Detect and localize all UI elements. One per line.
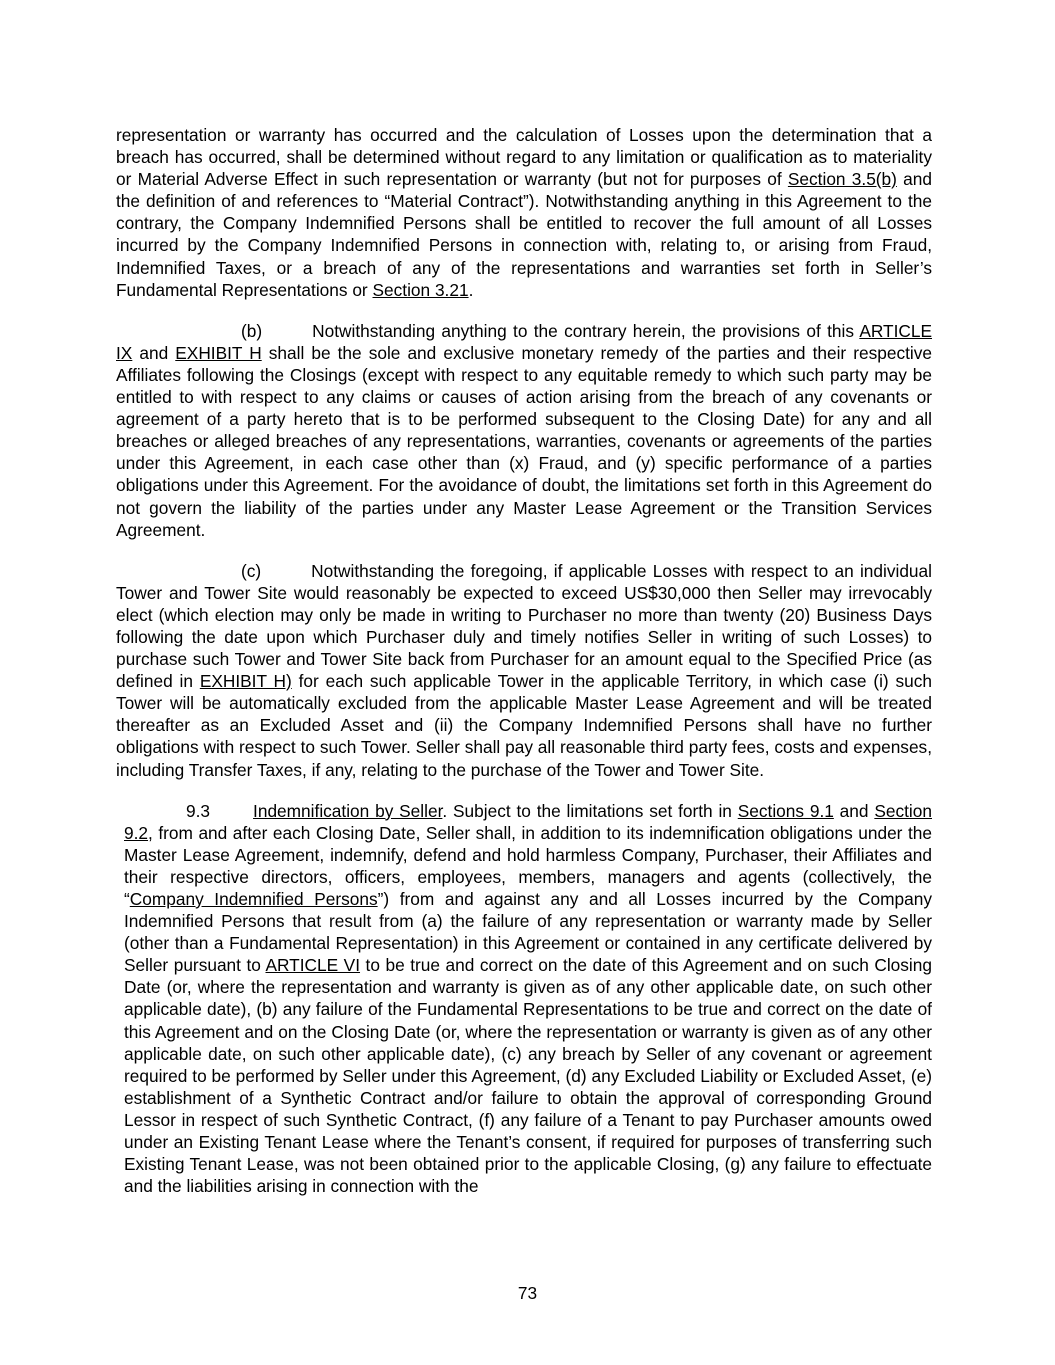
clause-label: (b)	[241, 320, 263, 341]
cross-reference-link[interactable]: ARTICLE VI	[265, 955, 361, 976]
section-heading: Indemnification by Seller	[253, 800, 443, 821]
text-run: to be true and correct on the date of this Agreement and on such Closing Date (or, where the representation and warranty is given as of any other applicable date, on such other applicable date), (b) any failure of the Fundamental Representations to be true and correct on the date of this Agreement and on the Closing Date (or, where the representation or warranty is given as of any other applicable date, on such other applicable date), (c) any breach by Seller of any covenant or agreement required to be performed by Seller under this Agreement, (d) any Excluded Liability or Excluded Asset, (e) establishment of a Synthetic Contract and/or failure to obtain the approval of corresponding Ground Lessor in respect of such Synthetic Contract, (f) any failure of a Tenant to pay Purchaser amounts owed under an Existing Tenant Lease where the Tenant’s consent, if required for purposes of transferring such Existing Tenant Lease, was not been obtained prior to the applicable Closing, (g) any failure to effectuate and the liabilities arising in connection with the	[124, 955, 932, 1197]
text-run: and	[833, 800, 875, 821]
text-run: representation or warranty has occurred and the calculation of Losses upon the determination that a breach has occurred, shall be determined without regard to any limitation or qualification as to materiality or Material Adverse Effect in such representation or warranty (but not for purposes of	[116, 125, 932, 190]
text-run: for each such applicable Tower in the applicable Territory, in which case (i) such Tower will be automatically excluded from the applicable Master Lease Agreement and will be treated thereafter as an Excluded Asset and (ii) the Company Indemnified Persons shall have no further obligations with respect to such Tower. Seller shall pay all reasonable third party fees, costs and expenses, including Transfer Taxes, if any, relating to the purchase of the Tower and Tower Site.	[116, 671, 932, 780]
text-run: , from and after each Closing Date, Seller shall, in addition to its indemnification obligations under the Master Lease Agreement, indemnify, defend and hold harmless Company, Purchaser, their Affiliates and their respective directors, officers, employees, members, managers and agents (collectively, the “	[124, 822, 932, 909]
defined-term: Company Indemnified Persons	[129, 889, 378, 909]
text-run: ”) from and against any and all Losses incurred by the Company Indemnified Persons that result from (a) the failure of any representation or warranty made by Seller (other than a Fundamental Representation) in this Agreement or contained in any certificate delivered by Seller pursuant to	[124, 889, 932, 976]
page-number: 73	[517, 1283, 538, 1303]
cross-reference-link[interactable]: EXHIBIT H)	[199, 671, 292, 692]
paragraph-9-2-c	[116, 560, 932, 781]
text-run: Notwithstanding the foregoing, if applicable Losses with respect to an individual Tower and Tower Site would reasonably be expected to exceed US$30,000 then Seller may irrevocably elect (which election may only be made in writing to Purchaser no more than twenty (20) Business Days following the date upon which Purchaser duly and timely notifies Seller in writing of such Losses) to purchase such Tower and Tower Site back from Purchaser for an amount equal to the Specified Price (as defined in	[116, 560, 932, 692]
text-run: .	[468, 279, 474, 300]
text-run: . Subject to the limitations set forth in	[442, 800, 738, 821]
cross-reference-link[interactable]: EXHIBIT H	[175, 342, 262, 363]
section-number: 9.3	[186, 800, 211, 821]
text-run: Notwithstanding anything to the contrary herein, the provisions of this	[312, 320, 860, 341]
cross-reference-link[interactable]: ARTICLE IX	[116, 320, 932, 363]
cross-reference-link[interactable]: Section 3.5(b)	[787, 169, 897, 190]
section-9-3	[124, 800, 932, 1198]
text-run: shall be the sole and exclusive monetary remedy of the parties and their respective Affiliates following the Closings (except with respect to any equitable remedy to which such party may be entitled to with respect to any claims or causes of action arising from the breach of any covenants or agreement of a party hereto that is to be performed subsequent to the Closing Date) for any and all breaches or alleged breaches of any representations, warranties, covenants or agreements of the parties under this Agreement, in each case other than (x) Fraud, and (y) specific performance of a parties obligations under this Agreement. For the avoidance of doubt, the limitations set forth in this Agreement do not govern the liability of the parties under any Master Lease Agreement or the Transition Services Agreement.	[116, 342, 932, 540]
cross-reference-link[interactable]: Sections 9.1	[737, 800, 834, 821]
clause-label: (c)	[241, 560, 262, 581]
document-page	[116, 124, 932, 1216]
paragraph-9-2-b	[116, 320, 932, 541]
paragraph-continuation	[116, 124, 932, 301]
cross-reference-link[interactable]: Section 3.21	[372, 279, 469, 300]
text-run: and	[132, 342, 176, 363]
text-run: and the definition of and references to “Material Contract”). Notwithstanding anything in this Agreement to the contrary, the Company Indemnified Persons shall be entitled to recover the full amount of all Losses incurred by the Company Indemnified Persons in connection with, relating to, or arising from Fraud, Indemnified Taxes, or a breach of any of the representations and warranties set forth in Seller’s Fundamental Representations or	[116, 169, 932, 300]
cross-reference-link[interactable]: Section 9.2	[124, 800, 932, 843]
